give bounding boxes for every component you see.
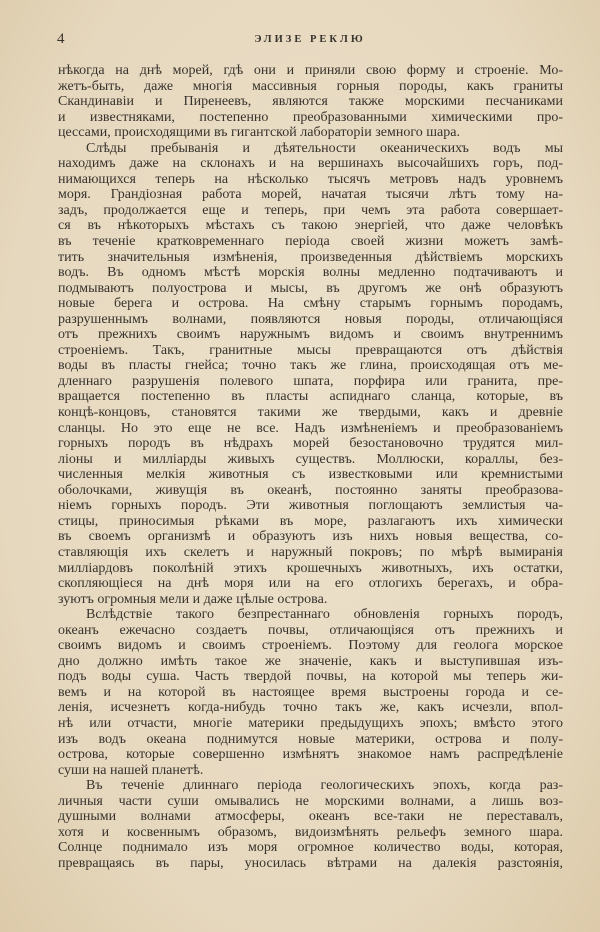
text-line: строеніемъ. Такъ, гранитные мысы превращаются отъ дѣйствія xyxy=(58,342,563,358)
text-line: изъ водъ океана поднимутся новые материки, острова и полу- xyxy=(58,731,563,747)
text-line: скопляющіеся на днѣ моря или на его отлогихъ берегахъ, и обра- xyxy=(58,576,563,592)
text-line: находимъ даже на склонахъ и на вершинахъ высочайшихъ горъ, под- xyxy=(58,156,563,172)
text-line: вемъ и на которой въ настоящее время выстроены города и се- xyxy=(58,684,563,700)
text-line: ставляющія ихъ скелетъ и наружный покровъ; по мѣрѣ вымиранія xyxy=(58,544,563,560)
text-line: дленнаго разрушенія полевого шпата, порфира или гранита, пре- xyxy=(58,373,563,389)
text-line: суши на нашей планетѣ. xyxy=(58,762,204,778)
text-line: превращаясь въ пары, уносилась вѣтрами на далекія разстоянія, xyxy=(58,855,563,871)
text-line: нѣкогда на днѣ морей, гдѣ они и приняли свою форму и строеніе. Мо- xyxy=(58,63,563,78)
text-line: своимъ видомъ и своимъ строеніемъ. Поэтому для геолога морское xyxy=(58,638,563,654)
text-line: милліардовъ поколѣній этихъ крошечныхъ животныхъ, ихъ остатки, xyxy=(58,560,563,576)
text-line: нѣ или отчасти, многіе материки предыдущихъ эпохъ; вмѣсто этого xyxy=(58,715,563,731)
text-line: личныя части суши омывались не морскими волнами, а лишь воз- xyxy=(58,793,563,809)
text-line: въ своемъ организмѣ и образуютъ изъ нихъ новыя вещества, со- xyxy=(58,529,563,545)
text-line: стицы, приносимыя рѣками въ море, разлагаютъ ихъ химически xyxy=(58,513,563,529)
text-line: дно должно имѣть такое же значеніе, какъ и выступившая изъ- xyxy=(58,653,563,669)
text-line: горныхъ породъ въ нѣдрахъ морей безостановочно трудятся мил- xyxy=(58,436,563,452)
running-head: ЭЛИЗЕ РЕКЛЮ xyxy=(254,34,366,45)
text-line: Слѣды пребыванія и дѣятельности океаническихъ водъ мы xyxy=(86,140,563,156)
text-line: оболочками, живущія въ океанѣ, постоянно заняты преобразова- xyxy=(58,482,563,498)
text-line: Вслѣдствіе такого безпрестаннаго обновленія горныхъ породъ, xyxy=(86,607,563,623)
text-line: океанъ ежечасно создаетъ почвы, отличающіяся отъ прежнихъ и xyxy=(58,622,563,638)
text-line: сланцы. Но это еще не все. Надъ измѣненіемъ и преобразованіемъ xyxy=(58,420,563,436)
text-line: тить значительныя измѣненія, произведенныя дѣйствіемъ морскихъ xyxy=(58,249,563,265)
text-line: хотя и косвеннымъ образомъ, видоизмѣнять рельефъ земного шара. xyxy=(58,824,563,840)
text-line: зуютъ огромныя мели и даже цѣлые острова. xyxy=(58,591,328,607)
text-line: разрушеннымъ волнами, появляются новыя породы, отличающіяся xyxy=(58,311,563,327)
body-text xyxy=(58,63,563,871)
page-number: 4 xyxy=(57,31,65,47)
text-line: нимающихся теперь на нѣсколько тысячъ метровъ надъ уровнемъ xyxy=(58,171,563,187)
text-line: и известняками, постепенно преобразованными химическими про- xyxy=(58,109,563,125)
text-line: Въ теченіе длиннаго періода геологическихъ эпохъ, когда раз- xyxy=(86,778,563,794)
text-line: новые берега и острова. На смѣну старымъ горнымъ породамъ, xyxy=(58,296,563,312)
text-line: жетъ-быть, даже многія массивныя горныя породы, какъ граниты xyxy=(58,78,563,94)
text-line: моря. Грандіозная работа морей, начатая тысячи лѣтъ тому на- xyxy=(58,187,563,203)
text-line: подмываютъ полуострова и мысы, въ другомъ же онѣ образуютъ xyxy=(58,280,563,296)
text-line: ленія, исчезнетъ когда-нибудь точно такъ же, какъ исчезли, впол- xyxy=(58,700,563,716)
text-line: вращается постепенно въ пласты аспиднаго сланца, которые, въ xyxy=(58,389,563,405)
text-line: отъ прежнихъ своимъ наружнымъ видомъ и своимъ внутреннимъ xyxy=(58,327,563,343)
text-line: ся въ нѣкоторыхъ мѣстахъ съ такою энергіей, что даже человѣкъ xyxy=(58,218,563,234)
text-line: концѣ-концовъ, становятся такими же твердыми, какъ и древніе xyxy=(58,405,563,421)
text-line: воды въ пласты гнейса; точно такъ же глина, происходящая отъ ме- xyxy=(58,358,563,374)
text-line: задъ, продолжается еще и теперь, при чемъ эта работа совершает- xyxy=(58,202,563,218)
text-line: душными волнами атмосферы, океанъ все-таки не переставалъ, xyxy=(58,809,563,825)
text-line: численныя мелкія животныя съ известковыми или кремнистыми xyxy=(58,467,563,483)
text-line: ніемъ горныхъ породъ. Эти животныя поглощаютъ землистыя ча- xyxy=(58,498,563,514)
text-line: въ теченіе кратковременнаго періода своей жизни можетъ замѣ- xyxy=(58,234,563,250)
text-line: Скандинавіи и Пиренеевъ, являются также морскими песчаниками xyxy=(58,94,563,110)
text-line: острова, которые совершенно измѣнятъ знакомое намъ распредѣленіе xyxy=(58,747,563,763)
text-line: подъ воды суша. Часть твердой почвы, на которой мы теперь жи- xyxy=(58,669,563,685)
text-line: цессами, происходящими въ гигантской лабораторіи земного шара. xyxy=(58,125,460,141)
text-line: водъ. Въ одномъ мѣстѣ морскія волны медленно подтачиваютъ и xyxy=(58,265,563,281)
text-line: Солнце поднимало изъ моря огромное количество воды, которая, xyxy=(58,840,563,856)
text-line: ліоны и милліарды живыхъ существъ. Моллюски, кораллы, без- xyxy=(58,451,563,467)
